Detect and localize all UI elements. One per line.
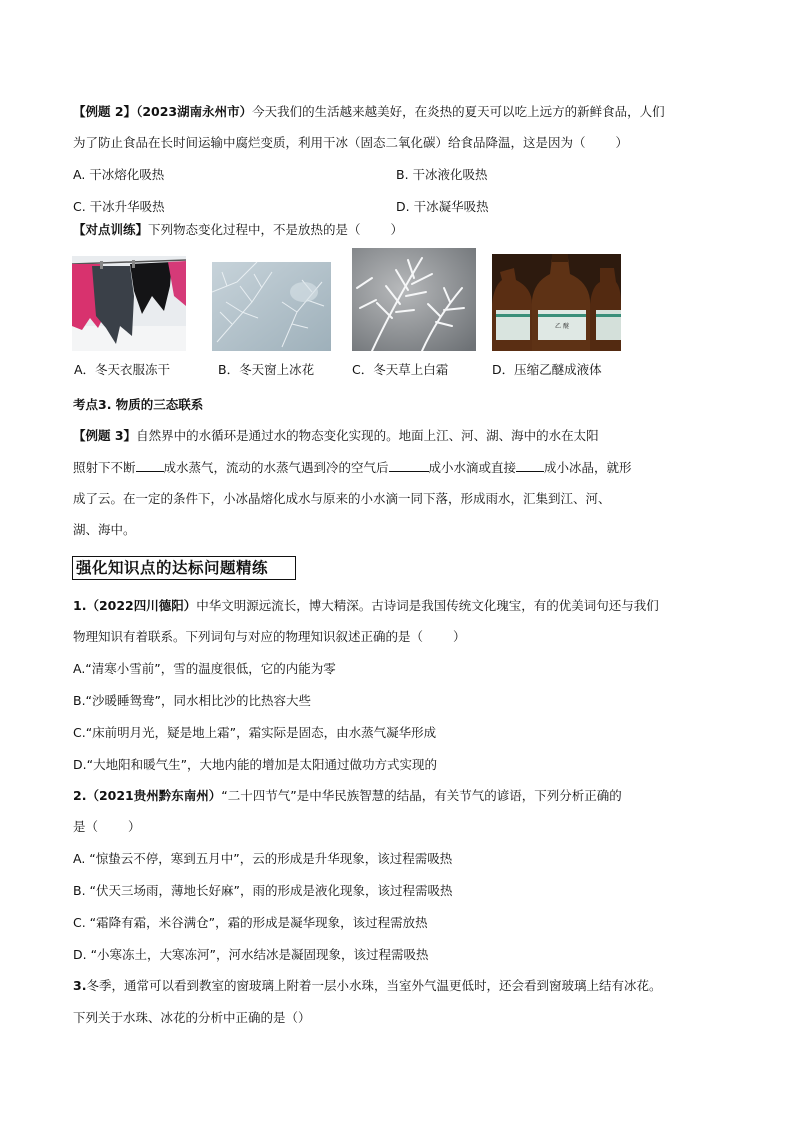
q2-option-c: C. “霜降有霜，米谷满仓”，霜的形成是凝华现象，该过程需放热 [73,915,428,930]
q1-option-a: A.“清寒小雪前”，雪的温度很低，它的内能为零 [73,661,336,676]
example2-line2: 为了防止食品在长时间运输中腐烂变质，利用干冰（固态二氧化碳）给食品降温，这是因为（ ） [73,135,629,150]
topic3-title: 考点3. 物质的三态联系 [73,397,204,412]
q1-option-d: D.“大地阳和暖气生”，大地内能的增加是太阳通过做功方式实现的 [73,757,438,772]
q3-line1: 3.冬季，通常可以看到教室的窗玻璃上附着一层小水珠，当室外气温更低时，还会看到窗玻璃上结有冰花。 [73,978,662,993]
q1-line2: 物理知识有着联系。下列词句与对应的物理知识叙述正确的是（ ） [73,629,466,644]
caption-a: A．冬天衣服冻干 [74,362,171,377]
example3-line1: 【例题 3】自然界中的水循环是通过水的物态变化实现的。地面上江、河、湖、海中的水在太阳 [73,428,599,443]
example2-label: 【例题 2】 [73,104,137,119]
q1-option-b: B.“沙暖睡鸳鸯”，同水相比沙的比热容大些 [73,693,312,708]
example3-label: 【例题 3】 [73,428,137,443]
example2-option-c: C. 干冰升华吸热 [73,199,165,214]
caption-b: B．冬天窗上冰花 [218,362,315,377]
picture-ether-bottles [492,254,621,351]
q2-line2: 是（ ） [73,819,141,834]
example3-line3: 成了云。在一定的条件下，小冰晶熔化成水与原来的小水滴一同下落，形成雨水，汇集到江、河、 [73,491,611,506]
blank-2[interactable] [389,459,429,472]
practice-line: 【对点训练】下列物态变化过程中，不是放热的是（ ） [73,222,404,237]
picture-window-frost [212,262,331,351]
example3-line4: 湖、海中。 [73,522,136,537]
picture-grass-frost [352,248,476,351]
picture-frozen-clothes [72,256,186,351]
q2-option-a: A. “惊蛰云不停，寒到五月中”，云的形成是升华现象，该过程需吸热 [73,851,453,866]
practice-label: 【对点训练】 [73,222,149,237]
example2-source: （2023湖南永州市） [136,104,253,119]
q2-option-d: D. “小寒冻土，大寒冻河”，河水结冰是凝固现象，该过程需吸热 [73,947,429,962]
blank-1[interactable] [136,459,164,472]
example2-line1: 【例题 2】（2023湖南永州市）今天我们的生活越来越美好，在炎热的夏天可以吃上远方的新鲜食品，人们 [73,104,665,119]
q3-line2: 下列关于水珠、冰花的分析中正确的是（） [73,1010,311,1025]
bottle-label: 乙 醚 [555,323,569,330]
q2-line1: 2.（2021贵州黔东南州）“二十四节气”是中华民族智慧的结晶，有关节气的谚语，下列分析正确的 [73,788,622,803]
caption-d: D．压缩乙醚成液体 [492,362,602,377]
example3-line2: 照射下不断 成水蒸气，流动的水蒸气遇到冷的空气后 成小水滴或直接 成小冰晶，就形 [73,460,632,475]
q2-source: （2021贵州黔东南州） [86,788,222,803]
q1-source: （2022四川德阳） [86,598,197,613]
section-title: 强化知识点的达标问题精练 [72,556,296,580]
q2-option-b: B. “伏天三场雨，薄地长好麻”，雨的形成是液化现象，该过程需吸热 [73,883,453,898]
example2-option-b: B. 干冰液化吸热 [396,167,488,182]
blank-3[interactable] [516,459,544,472]
example2-option-d: D. 干冰凝华吸热 [396,199,489,214]
q1-option-c: C.“床前明月光，疑是地上霜”，霜实际是固态，由水蒸气凝华形成 [73,725,437,740]
example2-option-a: A. 干冰熔化吸热 [73,167,165,182]
q1-line1: 1.（2022四川德阳）中华文明源远流长，博大精深。古诗词是我国传统文化瑰宝，有的优美词句还与我们 [73,598,659,613]
caption-c: C．冬天草上白霜 [352,362,449,377]
